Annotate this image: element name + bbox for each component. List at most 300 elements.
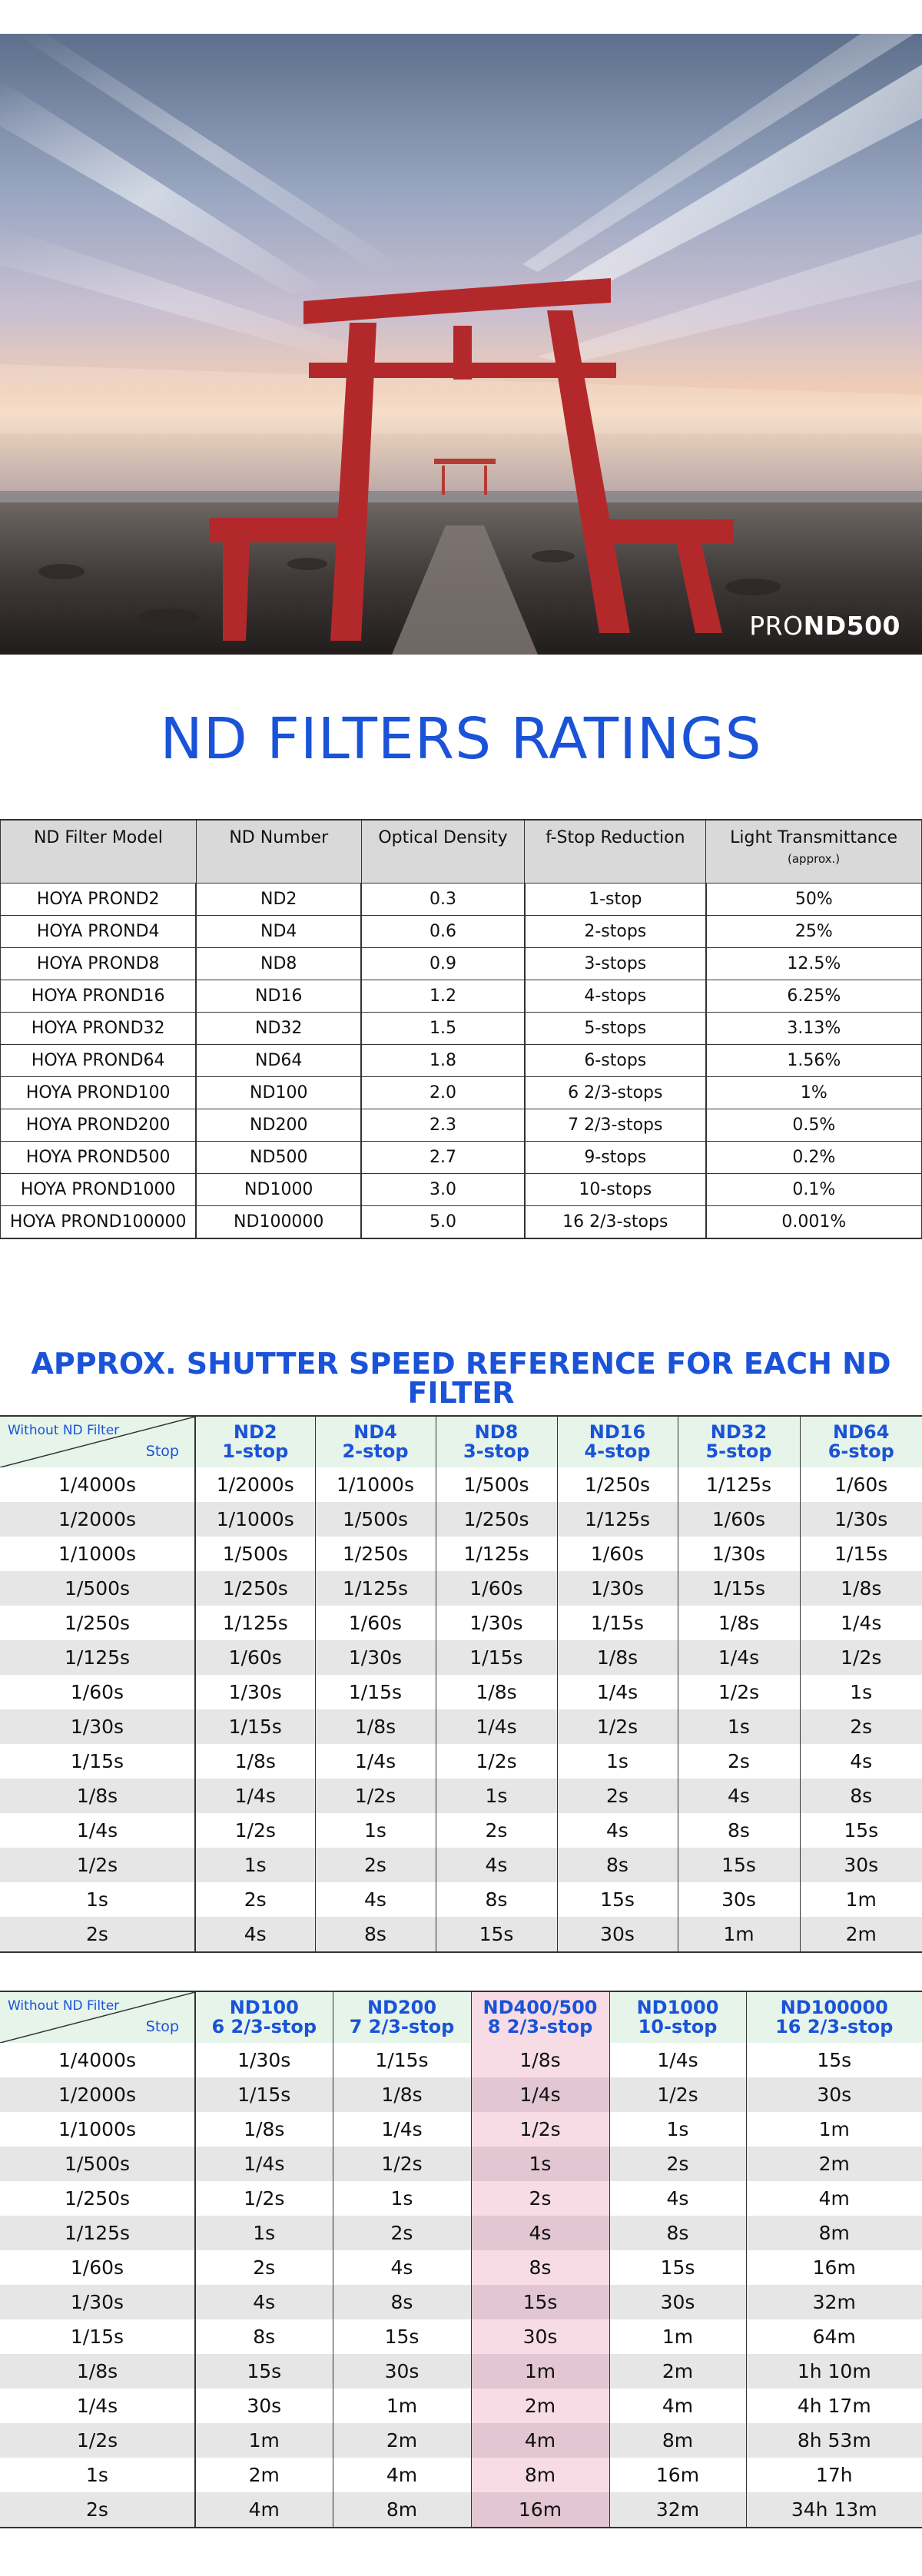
base-shutter-cell: 1/4000s xyxy=(0,2043,195,2077)
nd-shutter-cell: 1m xyxy=(746,2112,922,2147)
nd-shutter-cell: 30s xyxy=(800,1848,922,1882)
nd-shutter-cell: 1/8s xyxy=(678,1606,800,1640)
nd-shutter-cell: 1s xyxy=(557,1744,678,1779)
nd-shutter-cell: 16m xyxy=(609,2458,746,2492)
ratings-cell: HOYA PROND100000 xyxy=(1,1206,197,1239)
nd-shutter-cell: 1/125s xyxy=(436,1537,557,1571)
ratings-cell: HOYA PROND4 xyxy=(1,916,197,948)
base-shutter-cell: 1/2s xyxy=(0,1848,195,1882)
nd-shutter-cell: 1/15s xyxy=(557,1606,678,1640)
nd-shutter-cell: 2m xyxy=(471,2389,609,2423)
nd-shutter-cell: 1/60s xyxy=(315,1606,436,1640)
nd-shutter-cell: 1/4s xyxy=(195,1779,315,1813)
nd-shutter-cell: 1/2000s xyxy=(195,1467,315,1502)
ratings-cell: 6 2/3-stops xyxy=(525,1077,706,1109)
ratings-cell: HOYA PROND8 xyxy=(1,948,197,980)
nd-shutter-cell: 1/2s xyxy=(557,1709,678,1744)
ratings-cell: 10-stops xyxy=(525,1174,706,1206)
nd-shutter-cell: 4s xyxy=(609,2181,746,2216)
nd-shutter-cell: 8m xyxy=(609,2423,746,2458)
nd-column-header xyxy=(315,1416,436,1467)
nd-shutter-cell: 2s xyxy=(315,1848,436,1882)
nd-shutter-cell: 4s xyxy=(195,1917,315,1952)
nd-shutter-cell: 4s xyxy=(436,1848,557,1882)
nd-shutter-cell: 1/250s xyxy=(315,1537,436,1571)
ratings-cell: 6.25% xyxy=(706,980,922,1013)
ratings-table xyxy=(0,819,922,1239)
shutter-row xyxy=(0,1571,922,1606)
ratings-cell: 0.1% xyxy=(706,1174,922,1206)
nd-shutter-cell: 1/15s xyxy=(333,2043,471,2077)
nd-shutter-cell: 1s xyxy=(315,1813,436,1848)
nd-shutter-cell: 1s xyxy=(333,2181,471,2216)
header-optical-density: Optical Density xyxy=(361,820,525,884)
base-shutter-cell: 1/1000s xyxy=(0,2112,195,2147)
hero-image xyxy=(0,34,922,655)
ratings-cell: 1.5 xyxy=(361,1013,525,1045)
ratings-row xyxy=(1,1109,922,1142)
nd-shutter-cell: 1/4s xyxy=(678,1640,800,1675)
nd-shutter-cell: 1/8s xyxy=(557,1640,678,1675)
nd-stop-label: 6-stop xyxy=(827,1441,894,1462)
nd-shutter-cell: 8s xyxy=(557,1848,678,1882)
nd-shutter-cell: 1/250s xyxy=(436,1502,557,1537)
nd-shutter-cell: 1/2s xyxy=(315,1779,436,1813)
nd-shutter-cell: 1s xyxy=(800,1675,922,1709)
nd-column-header xyxy=(557,1416,678,1467)
nd-shutter-cell: 8s xyxy=(471,2250,609,2285)
shutter-row xyxy=(0,1467,922,1502)
shutter-row xyxy=(0,2181,922,2216)
ratings-cell: 1-stop xyxy=(525,884,706,916)
nd-shutter-cell: 1/30s xyxy=(678,1537,800,1571)
shutter-row xyxy=(0,1917,922,1952)
nd-column-header xyxy=(195,1991,333,2043)
ratings-cell: ND32 xyxy=(196,1013,361,1045)
corner-header xyxy=(0,1991,195,2043)
nd-stop-label: 4-stop xyxy=(584,1441,651,1462)
shutter-row xyxy=(0,2250,922,2285)
nd-shutter-cell: 2s xyxy=(557,1779,678,1813)
nd-shutter-cell: 1/60s xyxy=(800,1467,922,1502)
ratings-cell: HOYA PROND100 xyxy=(1,1077,197,1109)
nd-column-header xyxy=(746,1991,922,2043)
nd-shutter-cell: 8h 53m xyxy=(746,2423,922,2458)
nd-shutter-cell: 4s xyxy=(315,1882,436,1917)
nd-shutter-cell: 1/4s xyxy=(800,1606,922,1640)
ratings-cell: ND100000 xyxy=(196,1206,361,1239)
ratings-cell: ND16 xyxy=(196,980,361,1013)
ratings-cell: HOYA PROND200 xyxy=(1,1109,197,1142)
nd-shutter-cell: 2s xyxy=(471,2181,609,2216)
ratings-row xyxy=(1,1045,922,1077)
ratings-cell: 12.5% xyxy=(706,948,922,980)
nd-shutter-cell: 1/2s xyxy=(800,1640,922,1675)
ratings-cell: 0.3 xyxy=(361,884,525,916)
base-shutter-cell: 1s xyxy=(0,1882,195,1917)
nd-stop-label: 16 2/3-stop xyxy=(775,2016,894,2037)
base-shutter-cell: 1/4000s xyxy=(0,1467,195,1502)
nd-shutter-cell: 1/500s xyxy=(195,1537,315,1571)
shutter-row xyxy=(0,2285,922,2319)
base-shutter-cell: 1/250s xyxy=(0,1606,195,1640)
shutter-row xyxy=(0,1779,922,1813)
nd-shutter-cell: 1/4s xyxy=(195,2147,333,2181)
nd-shutter-cell: 1/125s xyxy=(195,1606,315,1640)
nd-column-header xyxy=(678,1416,800,1467)
nd-shutter-cell: 1/4s xyxy=(436,1709,557,1744)
base-shutter-cell: 1/8s xyxy=(0,1779,195,1813)
nd-shutter-cell: 15s xyxy=(471,2285,609,2319)
nd-shutter-cell: 8s xyxy=(678,1813,800,1848)
shutter-row xyxy=(0,1537,922,1571)
nd-shutter-cell: 1/2s xyxy=(609,2077,746,2112)
nd-shutter-cell: 15s xyxy=(333,2319,471,2354)
nd-shutter-cell: 1m xyxy=(471,2354,609,2389)
base-shutter-cell: 1/250s xyxy=(0,2181,195,2216)
nd-shutter-cell: 1/2s xyxy=(333,2147,471,2181)
shutter-row xyxy=(0,2319,922,2354)
shutter-row xyxy=(0,1848,922,1882)
shutter-row xyxy=(0,2216,922,2250)
nd-shutter-cell: 1/2s xyxy=(195,2181,333,2216)
nd-shutter-cell: 8m xyxy=(471,2458,609,2492)
ratings-cell: HOYA PROND16 xyxy=(1,980,197,1013)
nd-shutter-cell: 8s xyxy=(609,2216,746,2250)
nd-shutter-cell: 1/15s xyxy=(195,1709,315,1744)
shutter-row xyxy=(0,2389,922,2423)
nd-stop-label: 6 2/3-stop xyxy=(211,2016,317,2037)
nd-shutter-cell: 1/1000s xyxy=(195,1502,315,1537)
shutter-row xyxy=(0,1606,922,1640)
nd-shutter-cell: 64m xyxy=(746,2319,922,2354)
nd-number-label: ND8 xyxy=(474,1421,519,1443)
shutter-row xyxy=(0,2423,922,2458)
nd-shutter-cell: 2s xyxy=(195,2250,333,2285)
nd-shutter-cell: 4m xyxy=(609,2389,746,2423)
nd-column-header xyxy=(471,1991,609,2043)
shutter-row xyxy=(0,2492,922,2528)
ratings-cell: 1% xyxy=(706,1077,922,1109)
nd-shutter-cell: 4m xyxy=(333,2458,471,2492)
nd-shutter-cell: 1/4s xyxy=(315,1744,436,1779)
nd-shutter-cell: 30s xyxy=(333,2354,471,2389)
nd-number-label: ND1000 xyxy=(636,1996,719,2018)
nd-shutter-cell: 1/15s xyxy=(678,1571,800,1606)
nd-shutter-cell: 1/4s xyxy=(557,1675,678,1709)
shutter-row xyxy=(0,1640,922,1675)
shutter-row xyxy=(0,2147,922,2181)
ratings-cell: 3.0 xyxy=(361,1174,525,1206)
nd-shutter-cell: 1/8s xyxy=(333,2077,471,2112)
ratings-cell: 2.7 xyxy=(361,1142,525,1174)
nd-shutter-cell: 1/15s xyxy=(315,1675,436,1709)
ratings-cell: ND4 xyxy=(196,916,361,948)
corner-label-stop: Stop xyxy=(145,2018,179,2036)
nd-shutter-cell: 1/500s xyxy=(315,1502,436,1537)
nd-shutter-cell: 1/60s xyxy=(557,1537,678,1571)
nd-column-header xyxy=(333,1991,471,2043)
nd-shutter-cell: 1/4s xyxy=(471,2077,609,2112)
ratings-title: ND FILTERS RATINGS xyxy=(160,706,762,772)
nd-shutter-cell: 4m xyxy=(746,2181,922,2216)
ratings-cell: 2.0 xyxy=(361,1077,525,1109)
nd-shutter-cell: 8s xyxy=(195,2319,333,2354)
ratings-row xyxy=(1,948,922,980)
nd-stop-label: 1-stop xyxy=(222,1441,289,1462)
nd-shutter-cell: 8s xyxy=(436,1882,557,1917)
nd-shutter-cell: 1/8s xyxy=(436,1675,557,1709)
nd-shutter-cell: 30s xyxy=(471,2319,609,2354)
nd-shutter-cell: 1/8s xyxy=(195,2112,333,2147)
nd-shutter-cell: 1/2s xyxy=(471,2112,609,2147)
nd-shutter-cell: 1s xyxy=(195,2216,333,2250)
base-shutter-cell: 1/500s xyxy=(0,2147,195,2181)
nd-shutter-cell: 1m xyxy=(800,1882,922,1917)
nd-shutter-cell: 30s xyxy=(746,2077,922,2112)
nd-shutter-cell: 1s xyxy=(436,1779,557,1813)
nd-shutter-cell: 1/125s xyxy=(678,1467,800,1502)
base-shutter-cell: 1/30s xyxy=(0,2285,195,2319)
shutter-row xyxy=(0,1675,922,1709)
nd-shutter-cell: 1/60s xyxy=(195,1640,315,1675)
nd-shutter-cell: 17h xyxy=(746,2458,922,2492)
nd-shutter-cell: 4s xyxy=(195,2285,333,2319)
nd-shutter-cell: 1/30s xyxy=(195,2043,333,2077)
nd-shutter-cell: 1/60s xyxy=(436,1571,557,1606)
base-shutter-cell: 1/2s xyxy=(0,2423,195,2458)
nd-number-label: ND4 xyxy=(353,1421,397,1443)
ratings-cell: 1.56% xyxy=(706,1045,922,1077)
nd-shutter-cell: 1m xyxy=(678,1917,800,1952)
nd-shutter-cell: 1/1000s xyxy=(315,1467,436,1502)
base-shutter-cell: 1/15s xyxy=(0,1744,195,1779)
shutter-row xyxy=(0,2112,922,2147)
nd-shutter-cell: 2m xyxy=(800,1917,922,1952)
nd-shutter-cell: 4s xyxy=(557,1813,678,1848)
nd-stop-label: 10-stop xyxy=(638,2016,718,2037)
corner-label-stop: Stop xyxy=(145,1443,179,1460)
nd-shutter-cell: 2s xyxy=(800,1709,922,1744)
ratings-row xyxy=(1,1206,922,1239)
nd-shutter-cell: 8m xyxy=(746,2216,922,2250)
nd-shutter-cell: 2s xyxy=(609,2147,746,2181)
nd-shutter-cell: 2m xyxy=(195,2458,333,2492)
nd-stop-label: 5-stop xyxy=(705,1441,772,1462)
header-note: (approx.) xyxy=(788,852,841,866)
nd-shutter-cell: 15s xyxy=(678,1848,800,1882)
nd-stop-label: 7 2/3-stop xyxy=(349,2016,455,2037)
nd-shutter-cell: 16m xyxy=(746,2250,922,2285)
ratings-cell: HOYA PROND1000 xyxy=(1,1174,197,1206)
nd-shutter-cell: 8m xyxy=(333,2492,471,2528)
shutter-table-1 xyxy=(0,1415,922,1953)
nd-shutter-cell: 2s xyxy=(195,1882,315,1917)
nd-shutter-cell: 2m xyxy=(746,2147,922,2181)
header-nd-number: ND Number xyxy=(196,820,361,884)
ratings-cell: 5.0 xyxy=(361,1206,525,1239)
nd-shutter-cell: 1/8s xyxy=(315,1709,436,1744)
nd-shutter-cell: 1h 10m xyxy=(746,2354,922,2389)
base-shutter-cell: 1/4s xyxy=(0,1813,195,1848)
hero-brand-label: PROND500 xyxy=(749,611,900,641)
nd-shutter-cell: 1s xyxy=(609,2112,746,2147)
ratings-cell: ND8 xyxy=(196,948,361,980)
nd-column-header xyxy=(609,1991,746,2043)
nd-shutter-cell: 1/250s xyxy=(557,1467,678,1502)
nd-shutter-cell: 1/8s xyxy=(195,1744,315,1779)
nd-shutter-cell: 4m xyxy=(471,2423,609,2458)
shutter-row xyxy=(0,2077,922,2112)
nd-shutter-cell: 34h 13m xyxy=(746,2492,922,2528)
base-shutter-cell: 1/4s xyxy=(0,2389,195,2423)
ratings-row xyxy=(1,884,922,916)
nd-shutter-cell: 4s xyxy=(800,1744,922,1779)
nd-shutter-cell: 1s xyxy=(471,2147,609,2181)
nd-shutter-cell: 1/250s xyxy=(195,1571,315,1606)
ratings-cell: ND100 xyxy=(196,1077,361,1109)
ratings-cell: 50% xyxy=(706,884,922,916)
nd-shutter-cell: 1/15s xyxy=(800,1537,922,1571)
base-shutter-cell: 1/60s xyxy=(0,1675,195,1709)
nd-shutter-cell: 1/2s xyxy=(195,1813,315,1848)
shutter-title: APPROX. SHUTTER SPEED REFERENCE FOR EACH ND FILTER xyxy=(31,1347,891,1410)
nd-shutter-cell: 16m xyxy=(471,2492,609,2528)
nd-shutter-cell: 1/30s xyxy=(800,1502,922,1537)
ratings-header-row xyxy=(1,820,922,884)
ratings-cell: 0.001% xyxy=(706,1206,922,1239)
nd-shutter-cell: 4s xyxy=(333,2250,471,2285)
ratings-cell: HOYA PROND32 xyxy=(1,1013,197,1045)
nd-shutter-cell: 2m xyxy=(333,2423,471,2458)
ratings-cell: 16 2/3-stops xyxy=(525,1206,706,1239)
ratings-cell: 0.6 xyxy=(361,916,525,948)
nd-shutter-cell: 4h 17m xyxy=(746,2389,922,2423)
shutter-row xyxy=(0,1709,922,1744)
ratings-cell: 9-stops xyxy=(525,1142,706,1174)
base-shutter-cell: 1/500s xyxy=(0,1571,195,1606)
nd-number-label: ND400/500 xyxy=(483,1996,598,2018)
ratings-cell: 25% xyxy=(706,916,922,948)
ratings-cell: 0.9 xyxy=(361,948,525,980)
base-shutter-cell: 2s xyxy=(0,1917,195,1952)
shutter-row xyxy=(0,1744,922,1779)
ratings-cell: 5-stops xyxy=(525,1013,706,1045)
corner-label-filter: Without ND Filter xyxy=(8,1423,120,1438)
header-fstop-reduction: f-Stop Reduction xyxy=(525,820,706,884)
base-shutter-cell: 1s xyxy=(0,2458,195,2492)
ratings-cell: 6-stops xyxy=(525,1045,706,1077)
ratings-cell: 3.13% xyxy=(706,1013,922,1045)
nd-shutter-cell: 1/30s xyxy=(436,1606,557,1640)
nd-shutter-cell: 1/2s xyxy=(436,1744,557,1779)
nd-shutter-cell: 2s xyxy=(436,1813,557,1848)
base-shutter-cell: 1/125s xyxy=(0,1640,195,1675)
nd-shutter-cell: 1/30s xyxy=(557,1571,678,1606)
nd-shutter-cell: 15s xyxy=(557,1882,678,1917)
nd-stop-label: 3-stop xyxy=(463,1441,530,1462)
base-shutter-cell: 1/8s xyxy=(0,2354,195,2389)
ratings-row xyxy=(1,1013,922,1045)
base-shutter-cell: 1/60s xyxy=(0,2250,195,2285)
nd-shutter-cell: 2s xyxy=(333,2216,471,2250)
nd-shutter-cell: 1/2s xyxy=(678,1675,800,1709)
base-shutter-cell: 1/15s xyxy=(0,2319,195,2354)
nd-number-label: ND64 xyxy=(833,1421,890,1443)
nd-shutter-cell: 4s xyxy=(678,1779,800,1813)
nd-shutter-cell: 1s xyxy=(678,1709,800,1744)
nd-shutter-cell: 32m xyxy=(746,2285,922,2319)
nd-shutter-cell: 30s xyxy=(678,1882,800,1917)
nd-shutter-cell: 1/8s xyxy=(800,1571,922,1606)
nd-shutter-cell: 8s xyxy=(800,1779,922,1813)
base-shutter-cell: 2s xyxy=(0,2492,195,2528)
ratings-row xyxy=(1,980,922,1013)
base-shutter-cell: 1/2000s xyxy=(0,2077,195,2112)
nd-shutter-cell: 8s xyxy=(315,1917,436,1952)
nd-shutter-cell: 1/4s xyxy=(333,2112,471,2147)
nd-number-label: ND16 xyxy=(589,1421,646,1443)
ratings-cell: 2.3 xyxy=(361,1109,525,1142)
base-shutter-cell: 1/1000s xyxy=(0,1537,195,1571)
nd-column-header xyxy=(800,1416,922,1467)
nd-shutter-cell: 1/125s xyxy=(315,1571,436,1606)
nd-shutter-cell: 4m xyxy=(195,2492,333,2528)
nd-shutter-cell: 15s xyxy=(609,2250,746,2285)
nd-shutter-cell: 15s xyxy=(800,1813,922,1848)
nd-shutter-cell: 15s xyxy=(195,2354,333,2389)
nd-shutter-cell: 15s xyxy=(436,1917,557,1952)
nd-shutter-cell: 1m xyxy=(195,2423,333,2458)
nd-shutter-cell: 4s xyxy=(471,2216,609,2250)
ratings-cell: HOYA PROND500 xyxy=(1,1142,197,1174)
nd-shutter-cell: 1/30s xyxy=(195,1675,315,1709)
nd-shutter-cell: 1/15s xyxy=(436,1640,557,1675)
nd-shutter-cell: 1/500s xyxy=(436,1467,557,1502)
shutter-row xyxy=(0,1882,922,1917)
nd-shutter-cell: 30s xyxy=(195,2389,333,2423)
ratings-cell: 7 2/3-stops xyxy=(525,1109,706,1142)
ratings-cell: 3-stops xyxy=(525,948,706,980)
ratings-cell: ND64 xyxy=(196,1045,361,1077)
corner-header xyxy=(0,1416,195,1467)
nd-number-label: ND2 xyxy=(233,1421,277,1443)
ratings-cell: HOYA PROND2 xyxy=(1,884,197,916)
ratings-row xyxy=(1,1077,922,1109)
ratings-row xyxy=(1,1174,922,1206)
nd-shutter-cell: 30s xyxy=(557,1917,678,1952)
nd-shutter-cell: 1/8s xyxy=(471,2043,609,2077)
nd-shutter-cell: 1s xyxy=(195,1848,315,1882)
nd-shutter-cell: 2m xyxy=(609,2354,746,2389)
nd-shutter-cell: 1/30s xyxy=(315,1640,436,1675)
ratings-cell: ND200 xyxy=(196,1109,361,1142)
shutter-row xyxy=(0,2354,922,2389)
ratings-cell: ND1000 xyxy=(196,1174,361,1206)
ratings-cell: ND2 xyxy=(196,884,361,916)
nd-column-header xyxy=(436,1416,557,1467)
nd-shutter-cell: 2s xyxy=(678,1744,800,1779)
ratings-cell: ND500 xyxy=(196,1142,361,1174)
ratings-cell: 0.5% xyxy=(706,1109,922,1142)
corner-label-filter: Without ND Filter xyxy=(8,1998,120,2014)
nd-shutter-cell: 1/125s xyxy=(557,1502,678,1537)
nd-number-label: ND100000 xyxy=(780,1996,888,2018)
ratings-cell: 4-stops xyxy=(525,980,706,1013)
ratings-row xyxy=(1,916,922,948)
nd-shutter-cell: 1m xyxy=(609,2319,746,2354)
ratings-cell: 2-stops xyxy=(525,916,706,948)
